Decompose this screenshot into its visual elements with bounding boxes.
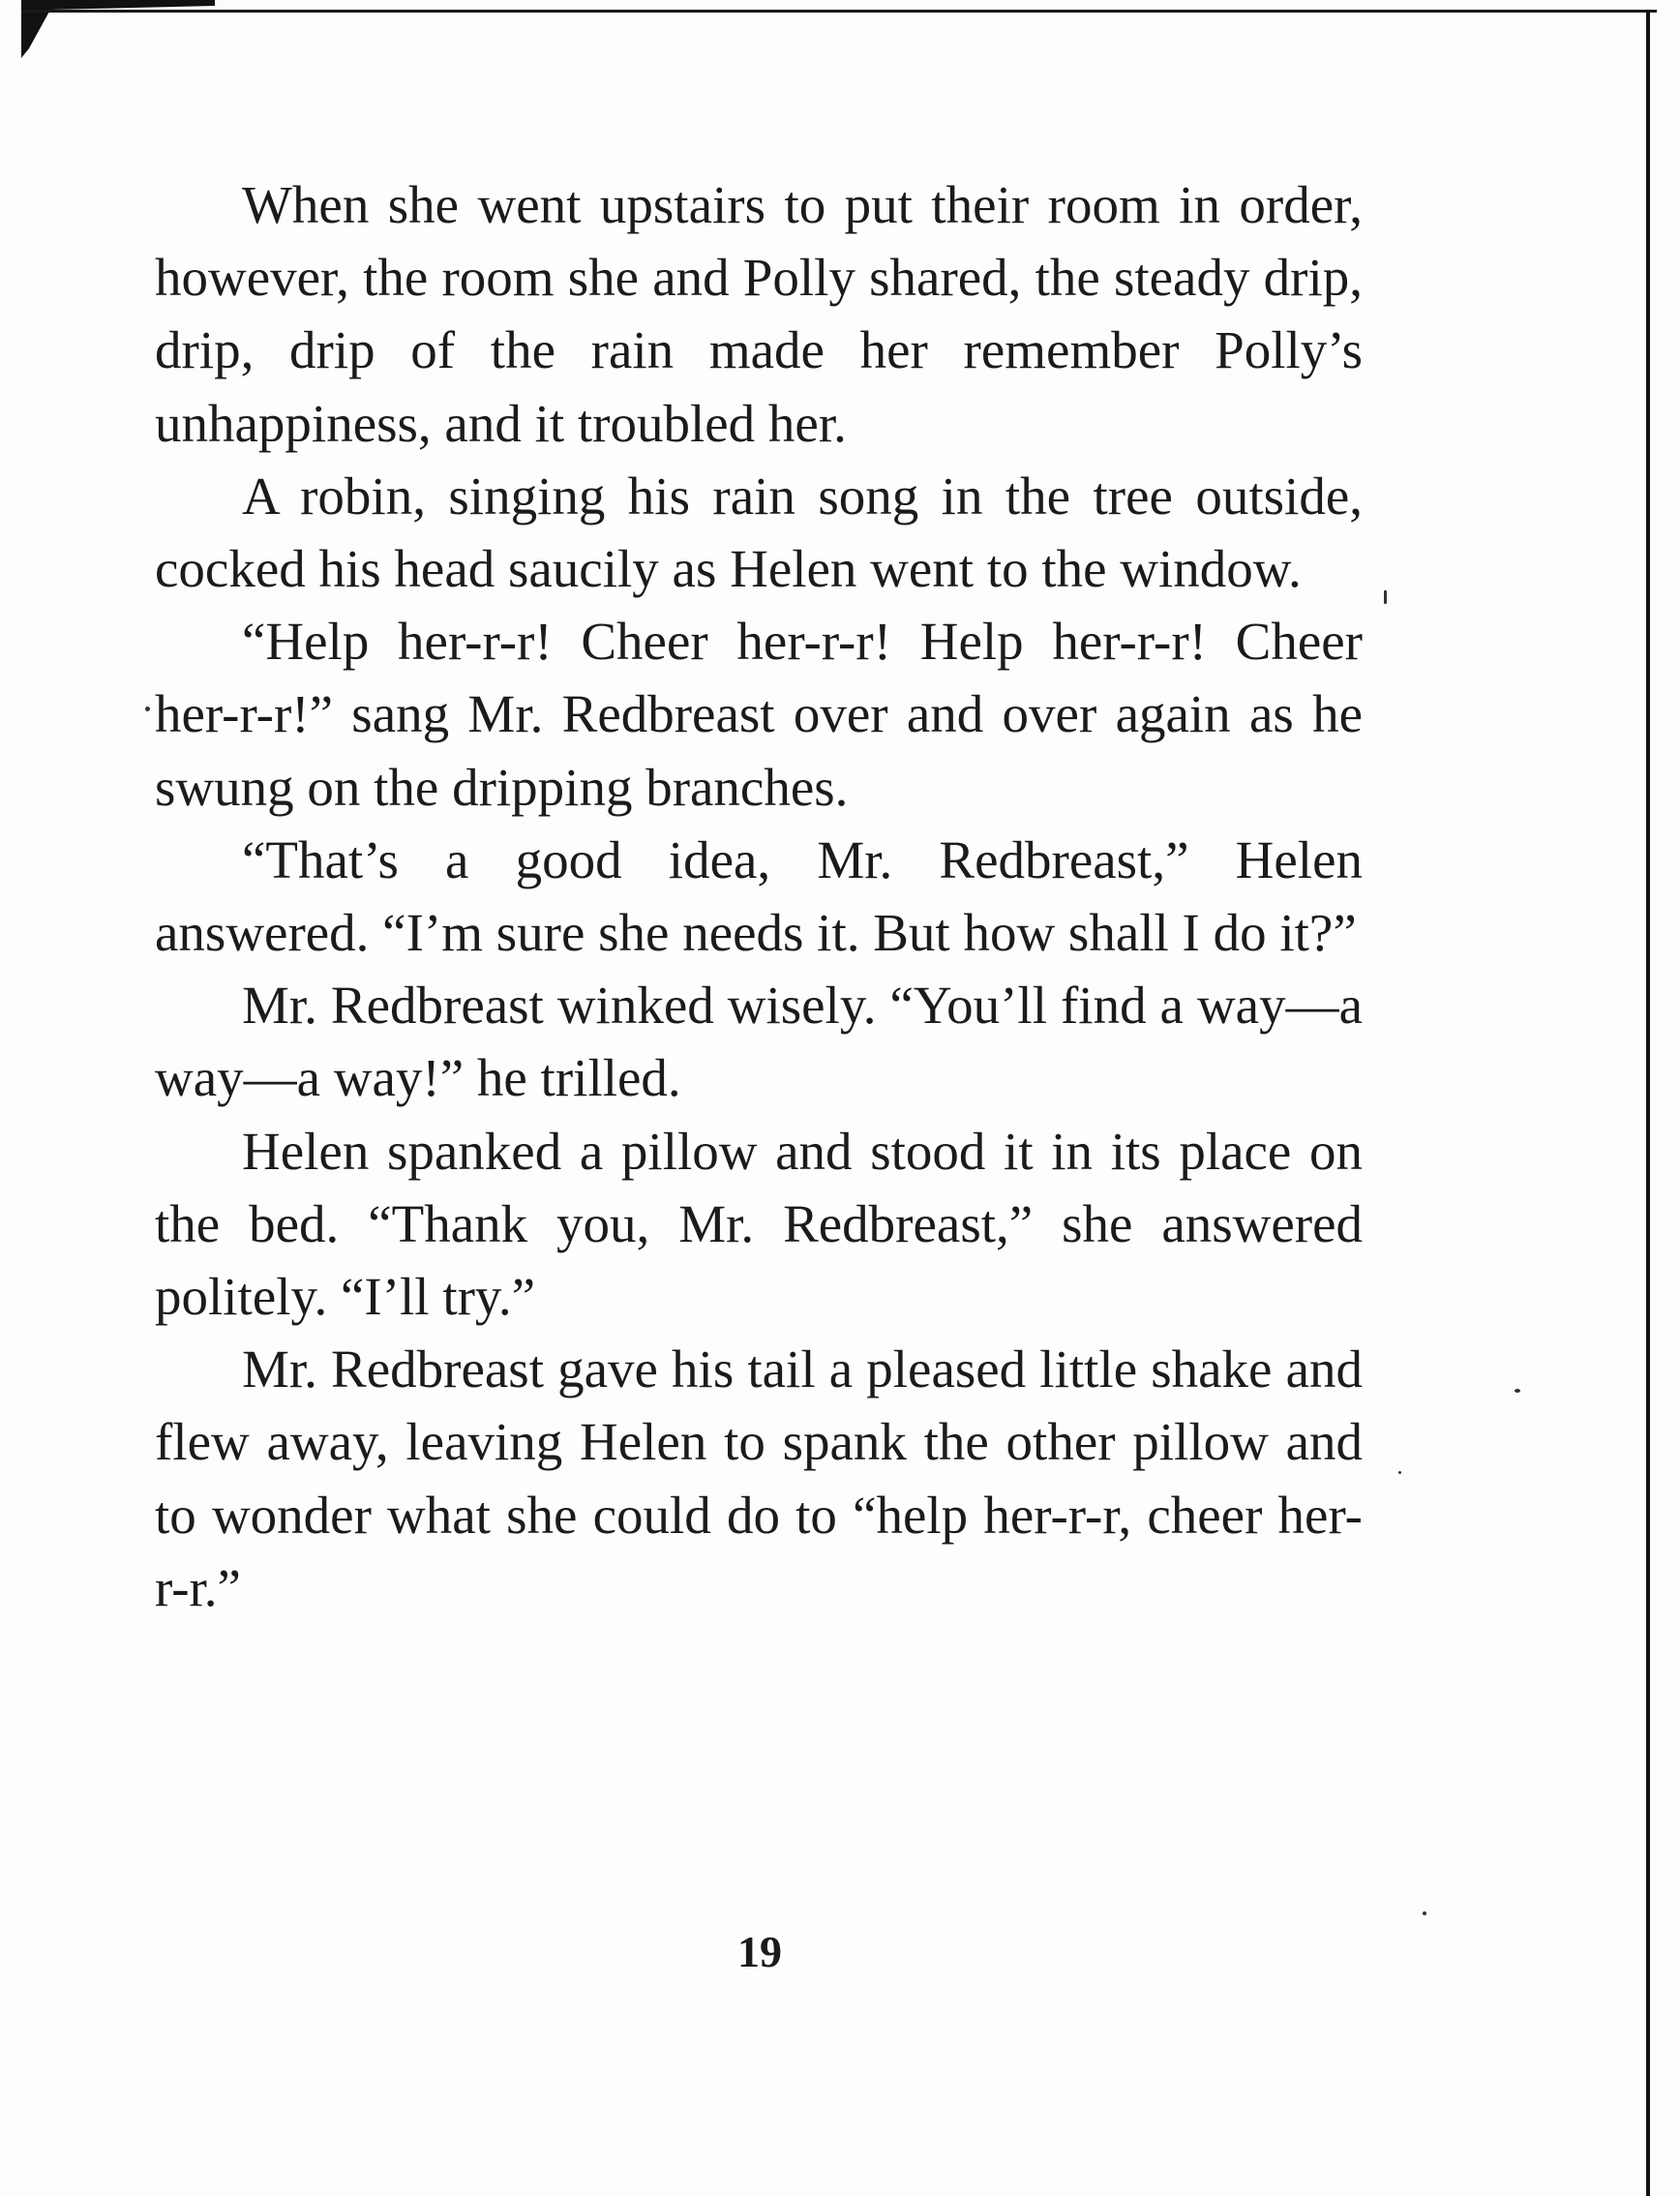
body-text bbox=[155, 168, 1363, 1624]
paragraph: “That’s a good idea, Mr. Redbreast,” Helen answered. “I’m sure she needs it. But how shall I do it?” bbox=[155, 829, 1363, 963]
paragraph: A robin, singing his rain song in the tree outside, cocked his head saucily as Helen went to the window. bbox=[155, 466, 1363, 599]
page-number: 19 bbox=[737, 1927, 782, 1976]
scan-speck bbox=[1384, 590, 1387, 604]
scan-speck bbox=[1423, 1911, 1426, 1915]
scan-corner-mark bbox=[21, 0, 215, 58]
scan-speck bbox=[145, 707, 150, 711]
paragraph: “Help her-r-r! Cheer her-r-r! Help her-r-r! Cheer her-r-r!” sang Mr. Redbreast over and over again as he swung on the dripping branches. bbox=[155, 612, 1363, 817]
paragraph: Helen spanked a pillow and stood it in its place on the bed. “Thank you, Mr. Redbreast,” she answered politely. “I’ll try.” bbox=[155, 1121, 1363, 1327]
scan-speck bbox=[1515, 1389, 1520, 1393]
scan-right-edge bbox=[1646, 10, 1650, 2196]
scan-speck bbox=[1398, 1471, 1401, 1474]
scan-top-edge bbox=[21, 10, 1657, 13]
paragraph: When she went upstairs to put their room in order, however, the room she and Polly shared, the steady drip, drip, drip of the rain made her remember Polly’s unhappiness, and it troubled her. bbox=[155, 175, 1363, 453]
paragraph: Mr. Redbreast winked wisely. “You’ll find a way—a way—a way!” he trilled. bbox=[155, 976, 1363, 1108]
paragraph: Mr. Redbreast gave his tail a pleased little shake and flew away, leaving Helen to spank the other pillow and to wonder what she could do to “help her-r-r, cheer her-r-r.” bbox=[155, 1339, 1363, 1617]
